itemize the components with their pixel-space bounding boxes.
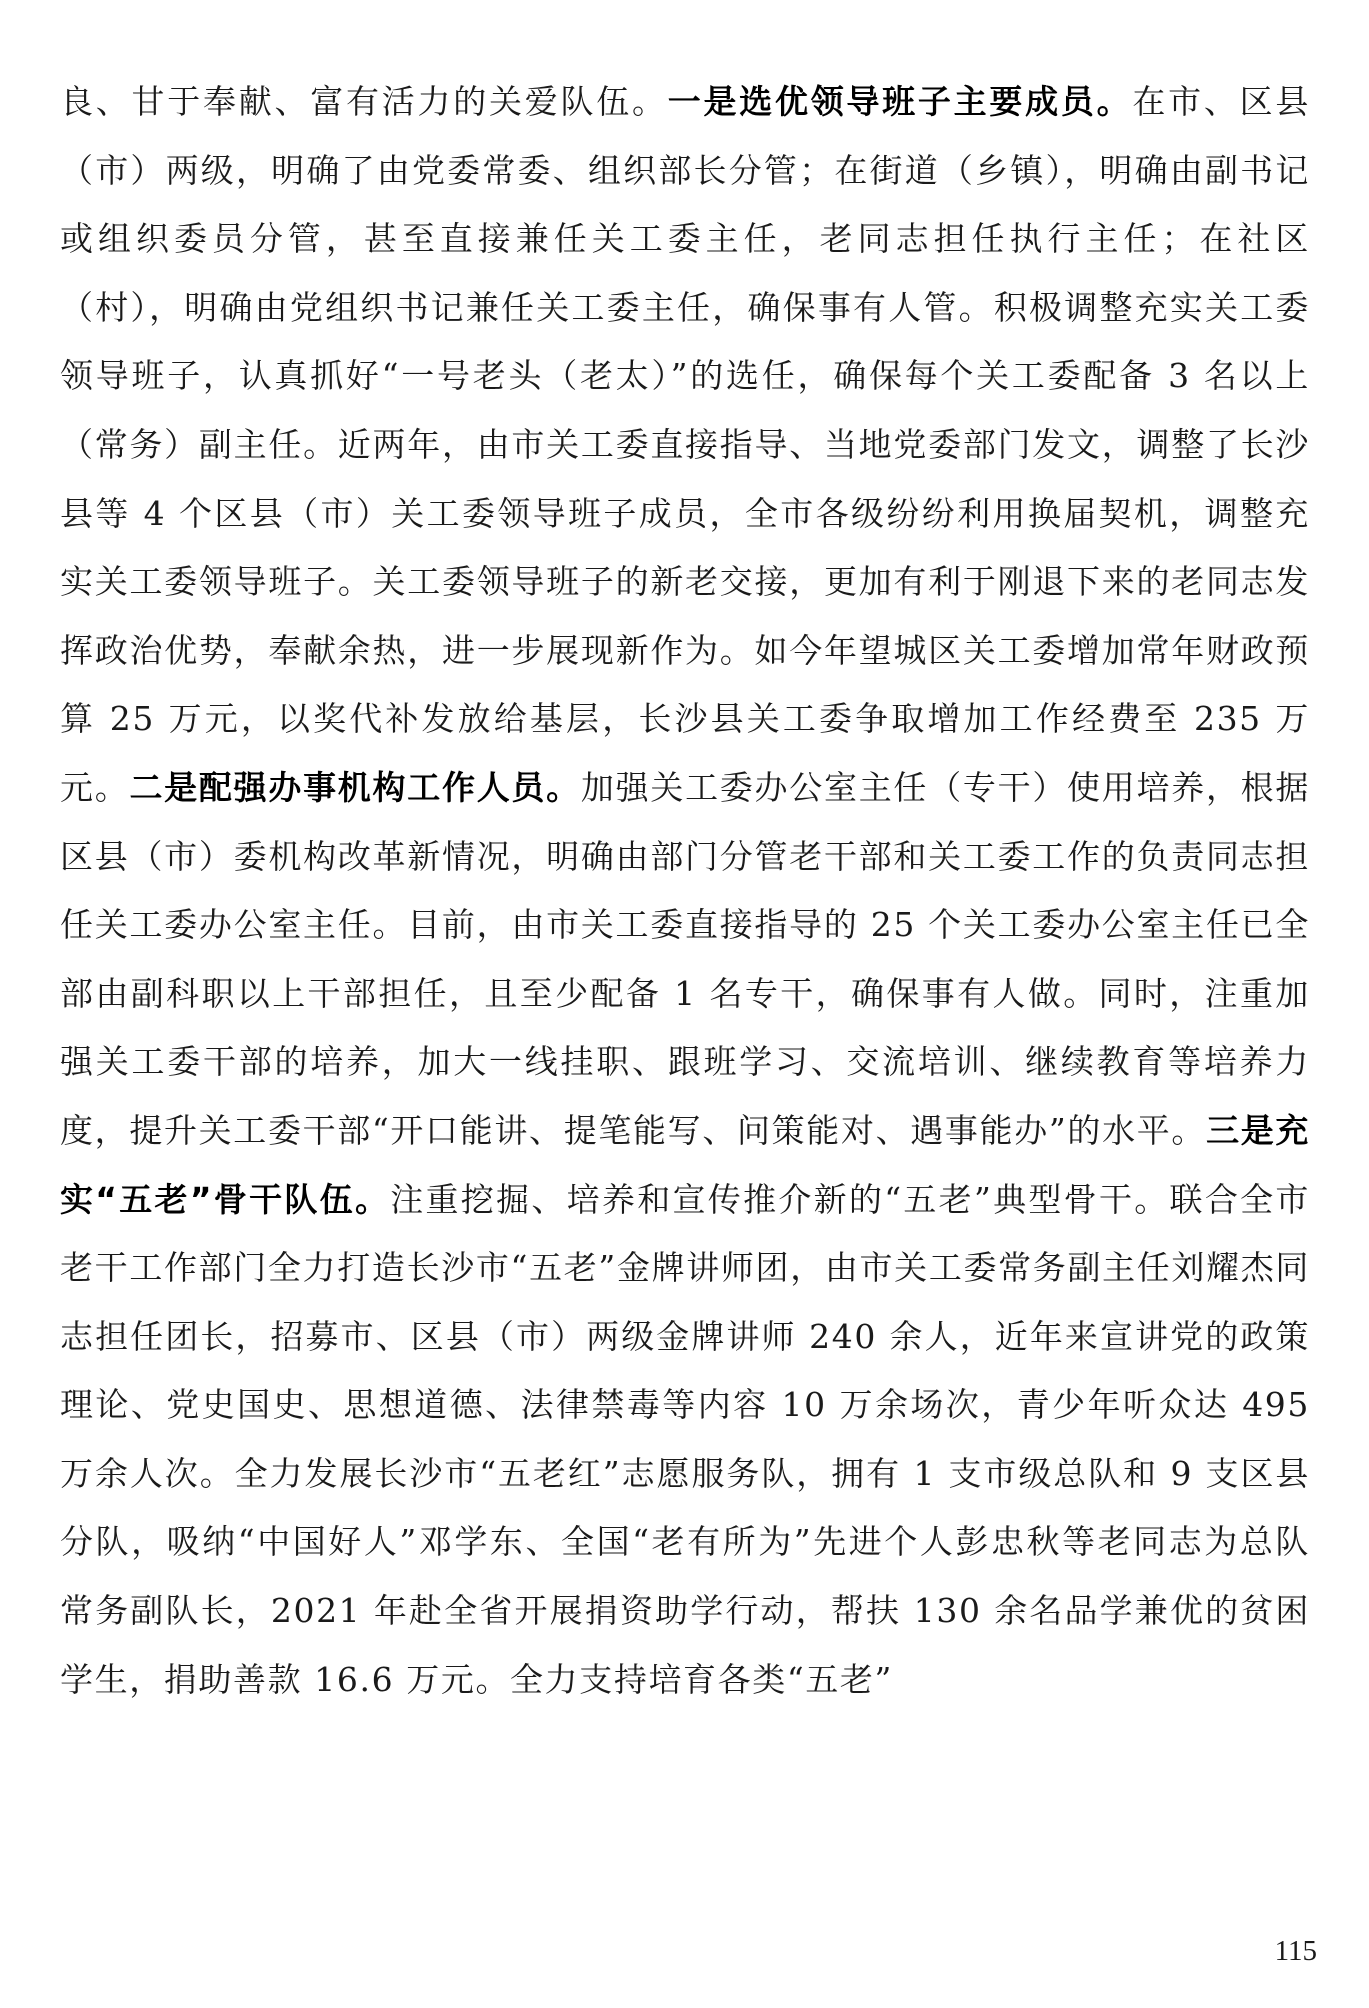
- bold-heading-three: 三是充实“五老”骨干队伍。: [60, 1110, 1310, 1219]
- bold-heading-one: 一是选优领导班子主要成员。: [667, 82, 1133, 121]
- text-segment: 在市、区县（市）两级，明确了由党委常委、组织部长分管；在街道（乡镇），明确由副书记或组织委员分管，甚至直接兼任关工委主任，老同志担任执行主任；在社区（村），明确由党组织书记兼任关工委主任，确保事有人管。积极调整充实关工委领导班子，认真抓好“一号老头（老太）”的选任，确保每个关工委配备 3 名以上（常务）副主任。近两年，由市关工委直接指导、当地党委部门发文，调整了长沙县等 4 个区县（市）关工委领导班子成员，全市各级纷纷利用换届契机，调整充实关工委领导班子。关工委领导班子的新老交接，更加有利于刚退下来的老同志发挥政治优势，奉献余热，进一步展现新作为。如今年望城区关工委增加常年财政预算 25 万元，以奖代补发放给基层，长沙县关工委争取增加工作经费至 235 万元。: [60, 82, 1311, 807]
- text-segment: 注重挖掘、培养和宣传推介新的“五老”典型骨干。联合全市老干工作部门全力打造长沙市“五老”金牌讲师团，由市关工委常务副主任刘耀杰同志担任团长，招募市、区县（市）两级金牌讲师 240 余人，近年来宣讲党的政策理论、党史国史、思想道德、法律禁毒等内容 10 万余场次，青少年听众达 495 万余人次。全力发展长沙市“五老红”志愿服务队，拥有 1 支市级总队和 9 支区县分队，吸纳“中国好人”邓学东、全国“老有所为”先进个人彭忠秋等老同志为总队常务副队长，2021 年赴全省开展捐资助学行动，帮扶 130 余名品学兼优的贫困学生，捐助善款 16.6 万元。全力支持培育各类“五老”: [60, 1179, 1310, 1699]
- text-segment: 加强关工委办公室主任（专干）使用培养，根据区县（市）委机构改革新情况，明确由部门分管老干部和关工委工作的负责同志担任关工委办公室主任。目前，由市关工委直接指导的 25 个关工委办公室主任已全部由副科职以上干部担任，且至少配备 1 名专干，确保事有人做。同时，注重加强关工委干部的培养，加大一线挂职、跟班学习、交流培训、继续教育等培养力度，提升关工委干部“开口能讲、提笔能写、问策能对、遇事能办”的水平。: [60, 767, 1310, 1150]
- text-segment: 良、甘于奉献、富有活力的关爱队伍。: [60, 82, 668, 121]
- bold-heading-two: 二是配强办事机构工作人员。: [129, 767, 581, 807]
- page-number: 115: [1274, 1935, 1317, 1967]
- body-paragraph: [60, 68, 1310, 1714]
